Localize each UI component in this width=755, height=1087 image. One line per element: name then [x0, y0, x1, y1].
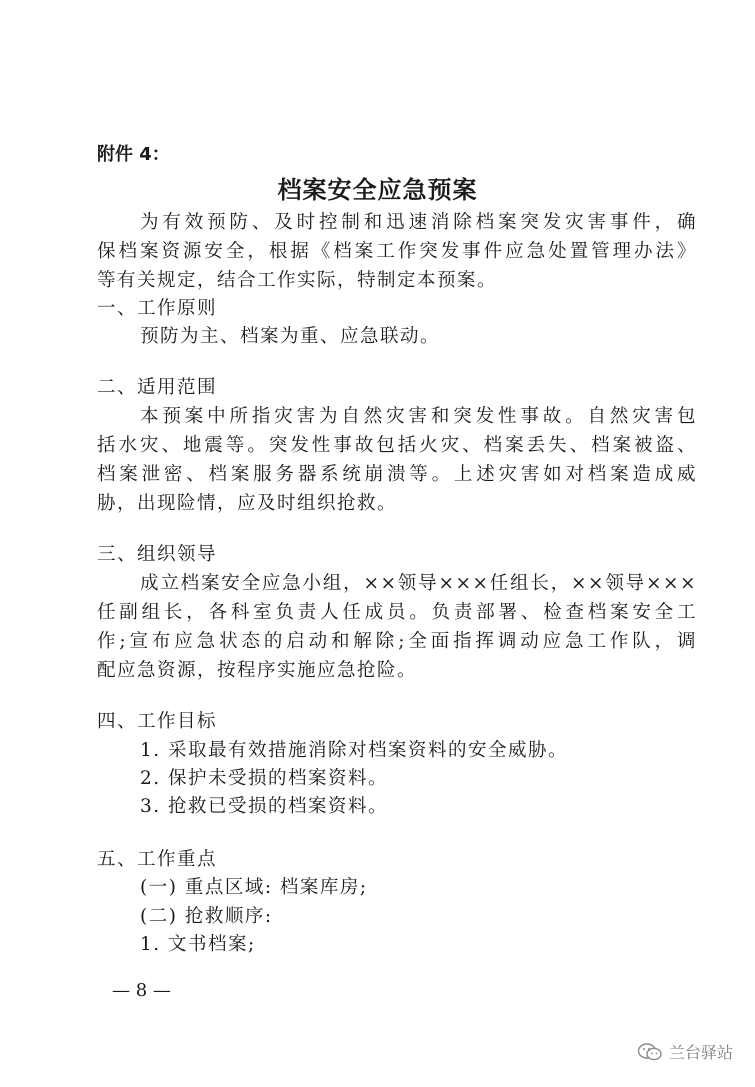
section-text: 本预案中所指灾害为自然灾害和突发性事故。自然灾害包 [140, 406, 697, 427]
list-item: 3. 抢救已受损的档案资料。 [140, 796, 389, 817]
list-item: 1. 文书档案; [140, 934, 256, 955]
section-text: 作;宣布应急状态的启动和解除;全面指挥调动应急工作队，调 [97, 631, 697, 652]
list-item: (一) 重点区域: 档案库房; [140, 877, 368, 898]
section-heading: 四、工作目标 [97, 711, 218, 732]
intro-line: 等有关规定，结合工作实际，特制定本预案。 [97, 270, 498, 291]
document-title: 档案安全应急预案 [277, 175, 478, 204]
wechat-icon [637, 1042, 663, 1062]
list-item: 2. 保护未受损的档案资料。 [140, 768, 389, 789]
section-heading: 三、组织领导 [97, 544, 218, 565]
section-text: 胁，出现险情，应及时组织抢救。 [97, 493, 398, 514]
section-heading: 二、适用范围 [97, 377, 218, 398]
section-text: 成立档案安全应急小组，××领导×××任组长，××领导××× [140, 573, 697, 594]
list-item: 1. 采取最有效措施消除对档案资料的安全威胁。 [140, 740, 569, 761]
wechat-source-name: 兰台驿站 [668, 1043, 733, 1062]
section-text: 任副组长，各科室负责人任成员。负责部署、检查档案安全工 [97, 602, 697, 623]
section-heading: 五、工作重点 [97, 849, 218, 870]
attachment-label: 附件 4： [97, 144, 170, 165]
intro-line: 为有效预防、及时控制和迅速消除档案突发灾害事件，确 [140, 212, 697, 233]
section-text: 档案泄密、档案服务器系统崩溃等。上述灾害如对档案造成威 [97, 464, 697, 485]
section-heading: 一、工作原则 [97, 298, 218, 319]
wechat-source [637, 1040, 733, 1063]
page-number: — 8 — [112, 980, 171, 1001]
intro-line: 保档案资源安全，根据《档案工作突发事件应急处置管理办法》 [97, 241, 697, 262]
section-text: 括水灾、地震等。突发性事故包括火灾、档案丢失、档案被盗、 [97, 435, 697, 456]
section-text: 预防为主、档案为重、应急联动。 [140, 326, 441, 347]
section-text: 配应急资源，按程序实施应急抢险。 [97, 660, 418, 681]
list-item: (二) 抢救顺序: [140, 906, 273, 927]
